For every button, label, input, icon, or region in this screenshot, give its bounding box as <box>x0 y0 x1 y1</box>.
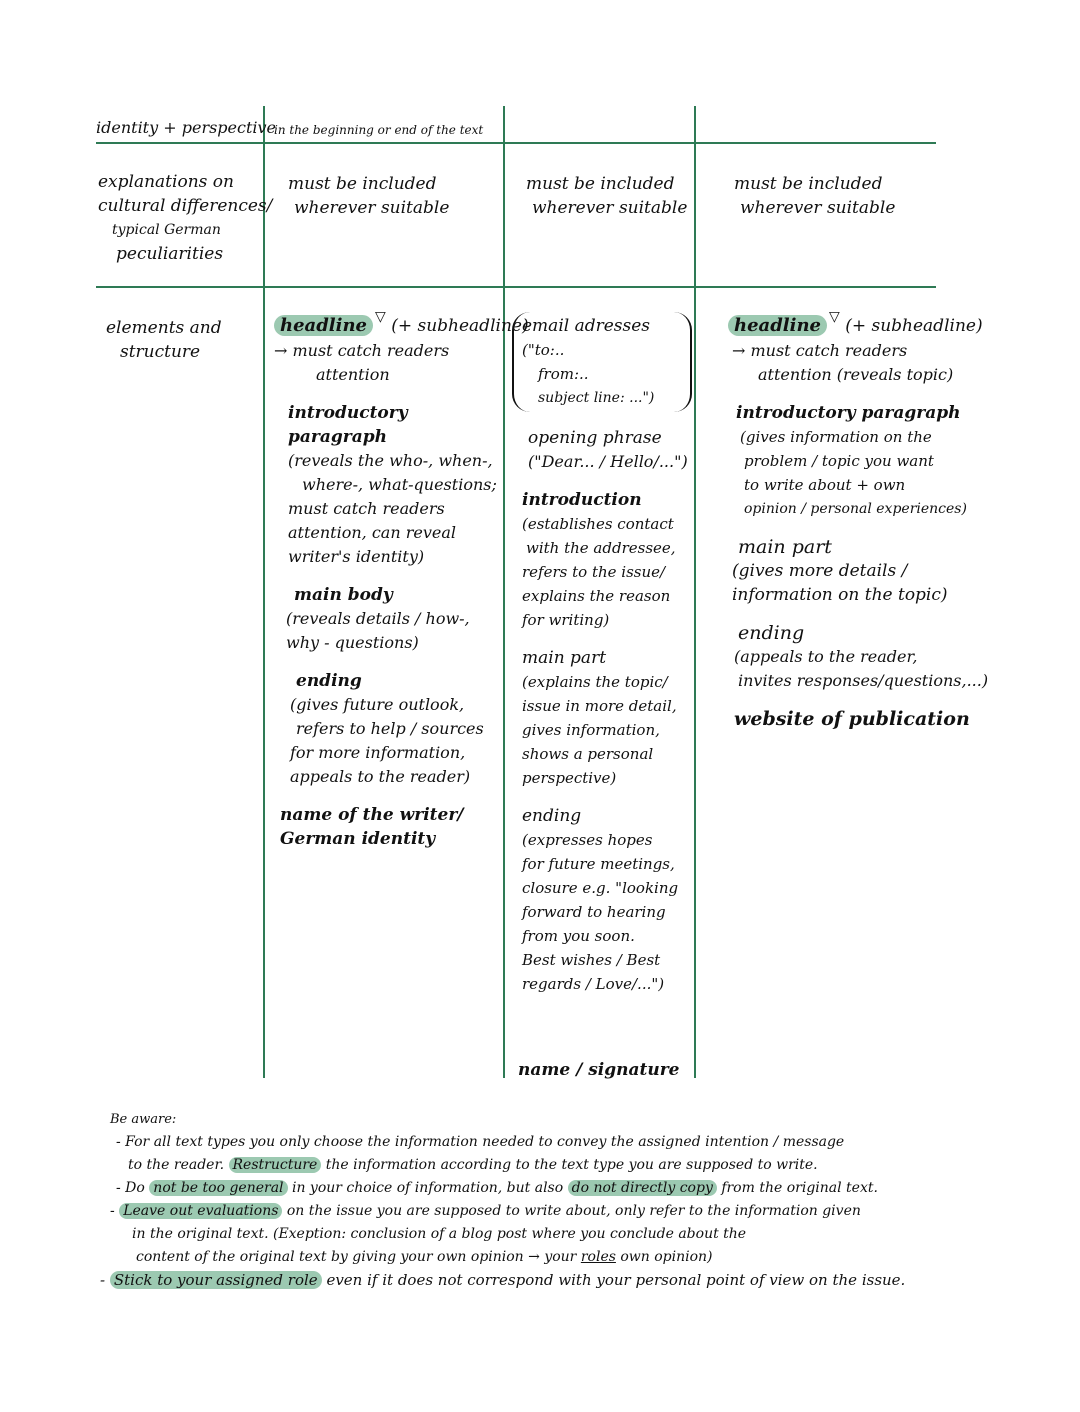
intro-desc: refers to the issue/ <box>522 563 666 581</box>
intro-desc: to write about + own <box>744 476 906 494</box>
row2-label <box>98 170 272 266</box>
warning-sign-icon: ▽ <box>375 309 386 325</box>
be-aware-title: Be aware: <box>110 1112 177 1127</box>
intro-title: introduction <box>522 490 642 510</box>
note-3: - <box>110 1203 115 1219</box>
row2-col3-line: wherever suitable <box>740 198 896 218</box>
email-block <box>512 312 692 412</box>
main-desc: information on the topic) <box>732 585 948 605</box>
main-desc: why - questions) <box>286 633 419 652</box>
underline-roles: roles <box>580 1249 616 1265</box>
intro-desc: problem / topic you want <box>744 452 934 470</box>
row3-label-line: structure <box>120 342 201 362</box>
row2-col2-line: wherever suitable <box>532 198 688 218</box>
main-desc: shows a personal <box>522 745 654 763</box>
ending-desc: invites responses/questions,...) <box>738 671 989 690</box>
main-desc: perspective) <box>522 769 617 787</box>
note-1-line2: the information according to the text type you are supposed to write. <box>325 1157 818 1173</box>
headline-highlight: headline <box>728 315 827 336</box>
headline-desc: attention (reveals topic) <box>758 365 954 384</box>
row1-label: identity + perspective <box>96 118 277 137</box>
headline-highlight: headline <box>274 315 373 336</box>
ending-desc: (expresses hopes <box>522 831 653 849</box>
email-line: ("to:.. <box>522 341 565 359</box>
highlight-too-general: not be too general <box>149 1180 287 1196</box>
ending-desc: (gives future outlook, <box>290 695 465 714</box>
opening-desc: ("Dear... / Hello/...") <box>528 452 688 471</box>
be-aware-notes <box>100 1108 990 1292</box>
note-2: in your choice of information, but also <box>291 1180 564 1196</box>
row3-col2 <box>512 312 692 996</box>
headline-desc: → must catch readers <box>732 341 908 360</box>
row3-label-line: elements and <box>106 318 222 338</box>
ending-desc: regards / Love/...") <box>522 975 665 993</box>
note-3-line2: in the original text. (Exeption: conclusion of a blog post where you conclude about the <box>132 1226 747 1242</box>
opening-title: opening phrase <box>528 428 662 448</box>
intro-desc: must catch readers <box>288 499 445 518</box>
highlight-leave-out-evaluations: Leave out evaluations <box>119 1203 282 1219</box>
ending-desc: from you soon. <box>522 927 635 945</box>
main-desc: (reveals details / how-, <box>286 609 470 628</box>
email-title: email adresses <box>522 316 651 336</box>
highlight-do-not-copy: do not directly copy <box>568 1180 717 1196</box>
intro-desc: for writing) <box>522 611 610 629</box>
intro-desc: attention, can reveal <box>288 523 456 542</box>
row2-col2-line: must be included <box>526 174 675 194</box>
email-line: subject line: ...") <box>538 390 655 406</box>
row2-label-line: explanations on <box>98 172 234 192</box>
main-title: main part <box>738 536 832 558</box>
intro-desc: (establishes contact <box>522 515 674 533</box>
email-line: from:.. <box>538 365 589 383</box>
row2-col3 <box>734 172 895 220</box>
main-desc: gives information, <box>522 721 660 739</box>
intro-desc: where-, what-questions; <box>302 475 497 494</box>
intro-desc: (gives information on the <box>740 428 932 446</box>
row2-col1-line: wherever suitable <box>294 198 450 218</box>
ending-desc: forward to hearing <box>522 903 666 921</box>
ending-desc: (appeals to the reader, <box>734 647 918 666</box>
ending-title: ending <box>296 671 362 691</box>
highlight-stick-to-role: Stick to your assigned role <box>110 1271 322 1289</box>
highlight-restructure: Restructure <box>229 1157 322 1173</box>
name-signature: name / signature <box>518 1060 680 1080</box>
row2-col2 <box>526 172 687 220</box>
row2-label-line: peculiarities <box>116 244 224 264</box>
intro-desc: writer's identity) <box>288 547 425 566</box>
name-writer: German identity <box>280 829 436 849</box>
row3-col1 <box>274 309 529 851</box>
table-rule-row1 <box>96 142 936 144</box>
intro-desc: opinion / personal experiences) <box>744 501 967 517</box>
row2-label-line: typical German <box>112 222 221 238</box>
table-rule-row2 <box>96 286 936 288</box>
table-divider-3 <box>694 106 696 1078</box>
main-desc: (gives more details / <box>732 561 908 581</box>
row1-col1: in the beginning or end of the text <box>274 123 484 137</box>
row2-col3-line: must be included <box>734 174 883 194</box>
headline-rest: (+ subheadline) <box>391 316 529 336</box>
row3-col3 <box>728 309 998 731</box>
row2-col1 <box>288 172 449 220</box>
ending-desc: for future meetings, <box>522 855 675 873</box>
row3-label <box>106 316 222 364</box>
website-of-publication: website of publication <box>734 708 970 730</box>
note-1: - For all text types you only choose the information needed to convey the assigned intention / message <box>116 1134 845 1150</box>
intro-desc: (reveals the who-, when-, <box>288 451 493 470</box>
headline-rest: (+ subheadline) <box>845 316 983 336</box>
row2-label-line: cultural differences/ <box>98 196 273 216</box>
ending-desc: refers to help / sources <box>296 719 484 738</box>
ending-desc: for more information, <box>290 743 466 762</box>
note-3-line3: own opinion) <box>620 1249 713 1265</box>
intro-desc: with the addressee, <box>526 539 676 557</box>
note-4: - <box>100 1271 106 1289</box>
headline-desc: attention <box>316 365 390 384</box>
name-writer: name of the writer/ <box>280 805 464 825</box>
ending-desc: Best wishes / Best <box>522 951 661 969</box>
ending-desc: appeals to the reader) <box>290 767 471 786</box>
intro-title: introductory paragraph <box>288 403 408 447</box>
headline-desc: → must catch readers <box>274 341 450 360</box>
note-2: from the original text. <box>721 1180 878 1196</box>
ending-desc: closure e.g. "looking <box>522 879 679 897</box>
ending-title: ending <box>522 806 582 826</box>
main-desc: issue in more detail, <box>522 697 677 715</box>
intro-title: introductory paragraph <box>736 403 961 423</box>
intro-desc: explains the reason <box>522 587 671 605</box>
note-1-line2: to the reader. <box>128 1157 225 1173</box>
warning-sign-icon: ▽ <box>829 309 840 325</box>
ending-title: ending <box>738 622 805 644</box>
note-3: on the issue you are supposed to write about, only refer to the information given <box>286 1203 861 1219</box>
note-3-line3: content of the original text by giving your own opinion → your <box>136 1249 577 1265</box>
note-2: - Do <box>116 1180 145 1196</box>
main-desc: (explains the topic/ <box>522 673 668 691</box>
main-title: main body <box>294 585 393 605</box>
main-title: main part <box>522 648 607 668</box>
note-4: even if it does not correspond with your personal point of view on the issue. <box>326 1271 906 1289</box>
row2-col1-line: must be included <box>288 174 437 194</box>
